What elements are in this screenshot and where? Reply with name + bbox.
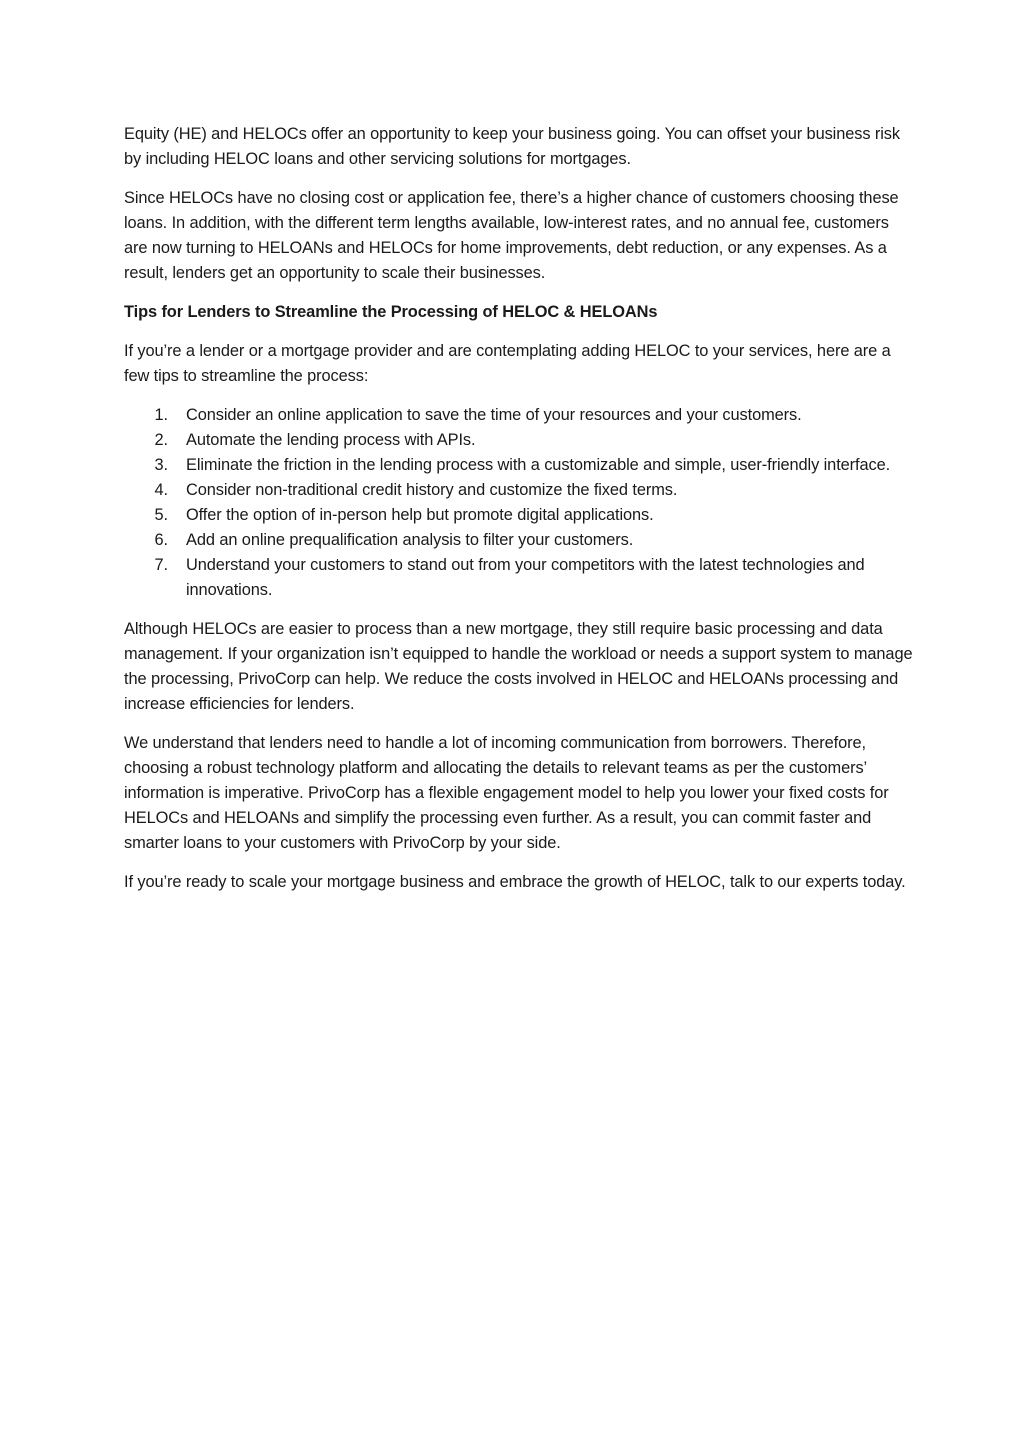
list-item-text: Understand your customers to stand out from your competitors with the latest technologies and innovations. [186,556,865,599]
list-item-number: 6. [154,531,168,549]
list-item [124,453,914,478]
outro-paragraph-1: Although HELOCs are easier to process than a new mortgage, they still require basic processing and data management. If your organization isn’t equipped to handle the workload or needs a support system to manage the processing, PrivoCorp can help. We reduce the costs involved in HELOC and HELOANs processing and increase efficiencies for lenders. [124,620,913,713]
list-item-text: Automate the lending process with APIs. [186,431,476,449]
list-item [124,428,914,453]
outro-paragraph-2: We understand that lenders need to handle a lot of incoming communication from borrowers. Therefore, choosing a robust technology platform and allocating the details to relevant teams as per the customers’ information is imperative. PrivoCorp has a flexible engagement model to help you lower your fixed costs for HELOCs and HELOANs and simplify the processing even further. As a result, you can commit faster and smarter loans to your customers with PrivoCorp by your side. [124,734,889,852]
intro-paragraph-1: Equity (HE) and HELOCs offer an opportunity to keep your business going. You can offset your business risk by including HELOC loans and other servicing solutions for mortgages. [124,125,900,168]
list-item [124,503,914,528]
list-item-number: 7. [154,556,168,574]
list-item-text: Consider an online application to save the time of your resources and your customers. [186,406,802,424]
list-item-number: 1. [154,406,168,424]
list-item-text: Offer the option of in-person help but promote digital applications. [186,506,654,524]
list-item-number: 4. [154,481,168,499]
list-item-text: Add an online prequalification analysis to filter your customers. [186,531,634,549]
outro-paragraph-3: If you’re ready to scale your mortgage business and embrace the growth of HELOC, talk to our experts today. [124,873,906,891]
tips-list [124,403,914,603]
list-item [124,403,914,428]
list-item [124,553,914,603]
list-item [124,478,914,503]
list-item-number: 2. [154,431,168,449]
intro-paragraph-2: Since HELOCs have no closing cost or application fee, there’s a higher chance of customers choosing these loans. In addition, with the different term lengths available, low-interest rates, and no annual fee, customers are now turning to HELOANs and HELOCs for home improvements, debt reduction, or any expenses. As a result, lenders get an opportunity to scale their businesses. [124,189,899,282]
document-page [124,122,914,909]
list-item-number: 5. [154,506,168,524]
list-item-text: Eliminate the friction in the lending process with a customizable and simple, user-friendly interface. [186,456,891,474]
list-intro-paragraph: If you’re a lender or a mortgage provider and are contemplating adding HELOC to your services, here are a few tips to streamline the process: [124,342,891,385]
list-item-text: Consider non-traditional credit history and customize the fixed terms. [186,481,678,499]
list-item-number: 3. [154,456,168,474]
list-item [124,528,914,553]
section-heading: Tips for Lenders to Streamline the Processing of HELOC & HELOANs [124,303,658,321]
